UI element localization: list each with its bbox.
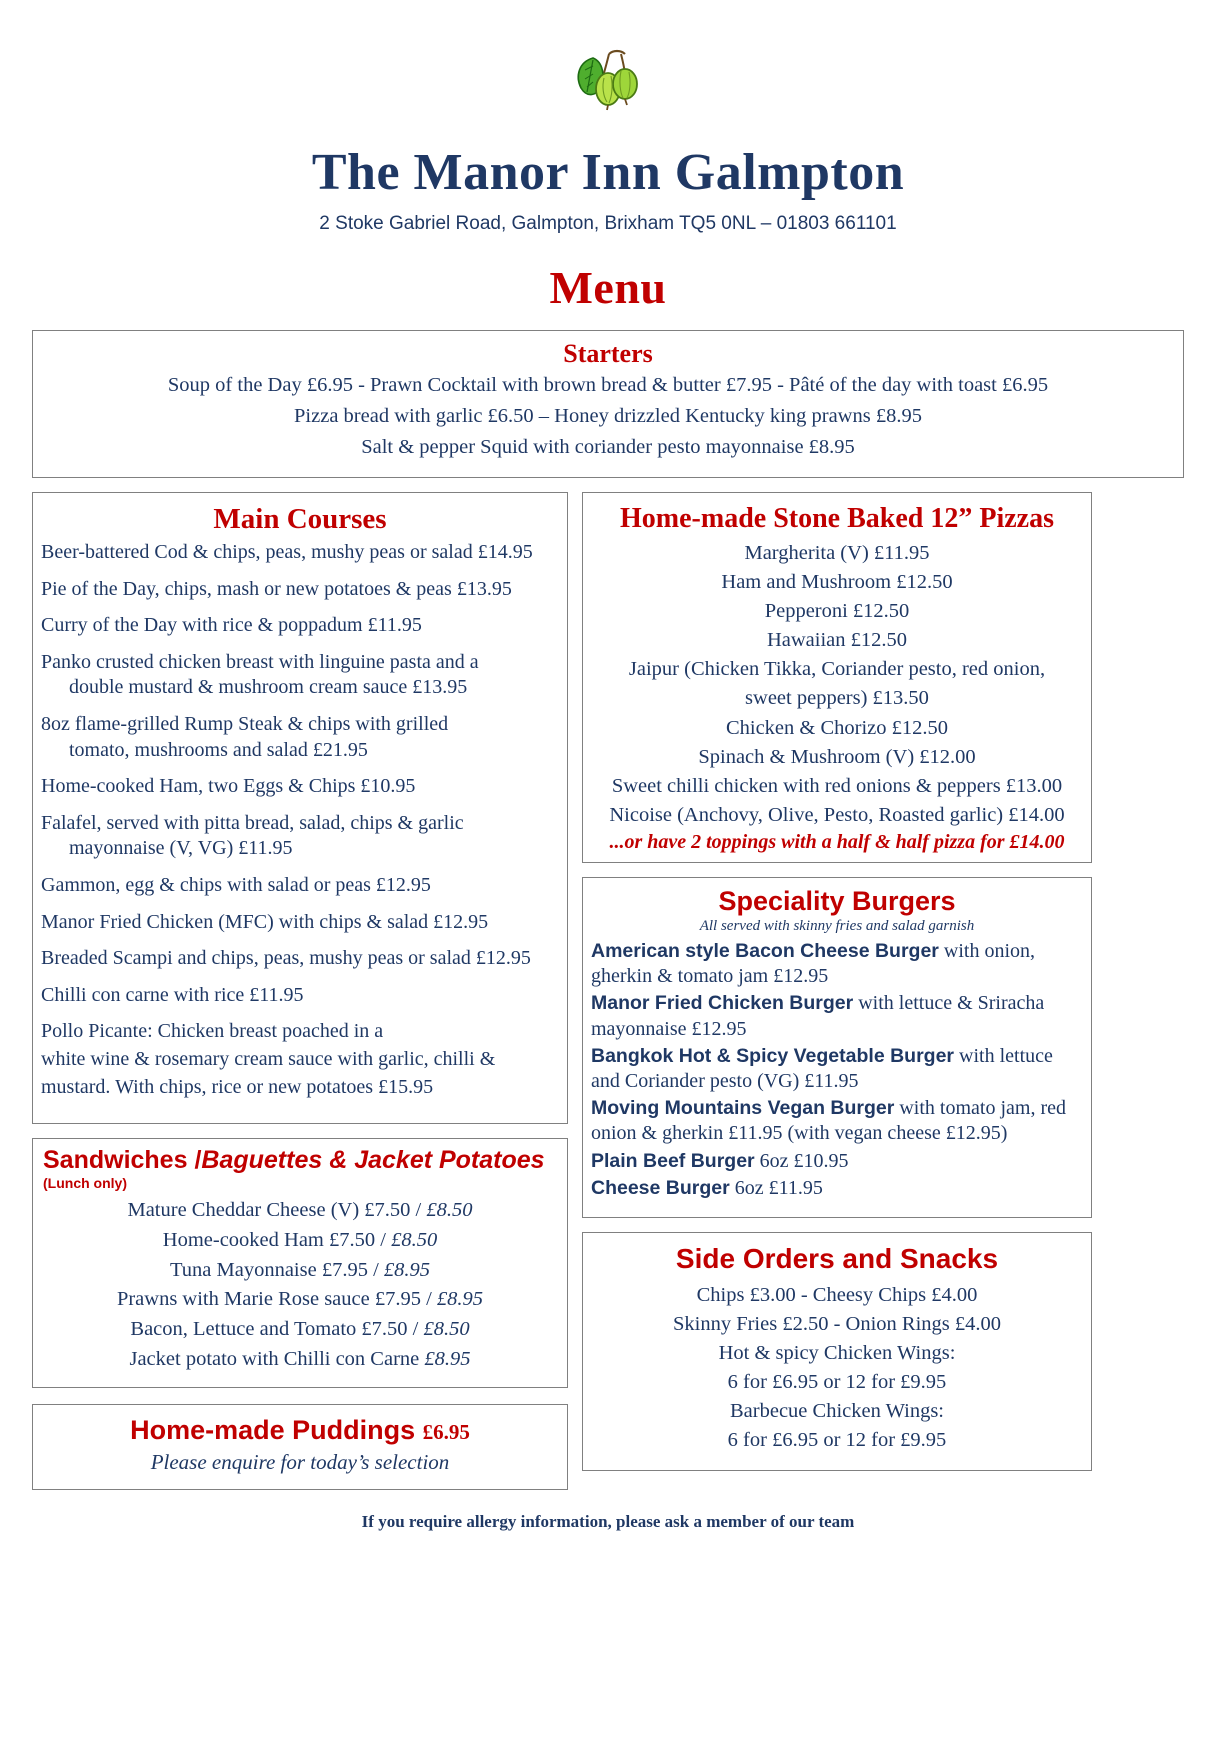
menu-header: [0, 0, 1216, 314]
menu-item: Beer-battered Cod & chips, peas, mushy peas or salad £14.95: [41, 541, 533, 564]
menu-item: Manor Fried Chicken (MFC) with chips & salad £12.95: [41, 910, 489, 933]
side-item: Skinny Fries £2.50 - Onion Rings £4.00: [672, 1313, 1002, 1335]
burgers-heading: Speciality Burgers: [718, 886, 956, 917]
sandwich-price-2: £8.50: [426, 1199, 473, 1222]
puddings-price: £6.95: [422, 1419, 470, 1444]
starters-line: Soup of the Day £6.95 - Prawn Cocktail with brown bread & butter £7.95 - Pâté of the day with toast £6.95: [167, 374, 1049, 397]
pizzas-section: [582, 492, 1092, 863]
burger-item: [591, 1176, 1083, 1201]
sandwich-price-2: £8.50: [423, 1318, 470, 1341]
burger-name: Bangkok Hot & Spicy Vegetable Burger: [591, 1044, 955, 1067]
menu-item-line: Panko crusted chicken breast with linguine pasta and a: [41, 650, 479, 673]
pizza-half-and-half-note: ...or have 2 toppings with a half & half pizza for £14.00: [609, 831, 1065, 854]
side-item: Hot & spicy Chicken Wings:: [718, 1342, 956, 1365]
menu-columns: [32, 492, 1184, 1490]
menu-item: Pie of the Day, chips, mash or new potatoes & peas £13.95: [41, 577, 512, 600]
sandwich-item: Bacon, Lettuce and Tomato £7.50 / £8.50: [130, 1318, 470, 1341]
menu-item: Breaded Scampi and chips, peas, mushy peas or salad £12.95: [41, 947, 531, 970]
burger-name: Cheese Burger: [591, 1176, 730, 1199]
starters-heading: Starters: [563, 338, 653, 368]
side-item: Barbecue Chicken Wings:: [730, 1400, 944, 1423]
burgers-subtitle: All served with skinny fries and salad garnish: [699, 918, 975, 935]
sandwiches-heading: [43, 1147, 559, 1192]
sides-heading: Side Orders and Snacks: [675, 1242, 999, 1274]
sandwiches-heading-part2: Baguettes & Jacket Potatoes: [201, 1146, 545, 1175]
sandwich-name: Bacon, Lettuce and Tomato: [130, 1318, 357, 1341]
side-item: Chips £3.00 - Cheesy Chips £4.00: [696, 1283, 978, 1306]
sandwich-name: Prawns with Marie Rose sauce: [116, 1288, 370, 1311]
menu-word: Menu: [549, 261, 667, 313]
left-column: [32, 492, 568, 1490]
menu-item: [41, 811, 559, 862]
menu-item: Curry of the Day with rice & poppadum £11.95: [41, 614, 422, 637]
burgers-section: [582, 877, 1092, 1218]
sandwich-price-2: £8.95: [436, 1288, 484, 1311]
pizza-item: Spinach & Mushroom (V) £12.00: [698, 745, 976, 768]
pizza-item: Hawaiian £12.50: [766, 629, 908, 652]
pizza-item: Jaipur (Chicken Tikka, Coriander pesto, red onion,: [628, 658, 1046, 681]
burger-item: [591, 939, 1083, 989]
burger-name: Plain Beef Burger: [591, 1149, 755, 1172]
burger-item: [591, 1149, 1083, 1174]
burger-desc: with tomato jam, red onion & gherkin £11.95 (with vegan cheese £12.95): [591, 1097, 1066, 1145]
burger-desc: with onion, gherkin & tomato jam £12.95: [591, 940, 1036, 988]
menu-item: [41, 712, 559, 763]
sandwich-price-2: £8.95: [383, 1258, 431, 1281]
allergy-footer-note: If you require allergy information, please ask a member of our team: [361, 1511, 855, 1531]
burger-item: [591, 1044, 1083, 1094]
main-courses-section: [32, 492, 568, 1124]
menu-item-cont: mayonnaise (V, VG) £11.95: [69, 837, 293, 860]
sandwiches-heading-part1: Sandwiches /: [43, 1146, 202, 1175]
sandwich-name: Jacket potato with Chilli con Carne: [129, 1347, 420, 1370]
menu-item: Gammon, egg & chips with salad or peas £12.95: [41, 874, 431, 897]
burger-name: Moving Mountains Vegan Burger: [591, 1097, 895, 1120]
pizza-item: Chicken & Chorizo £12.50: [725, 716, 949, 739]
puddings-heading-text: Home-made Puddings: [130, 1414, 416, 1445]
sandwich-item: Tuna Mayonnaise £7.95 / £8.95: [169, 1258, 431, 1281]
pizzas-heading: Home-made Stone Baked 12” Pizzas: [620, 502, 1054, 534]
side-item: 6 for £6.95 or 12 for £9.95: [727, 1371, 947, 1394]
pizza-item: Ham and Mushroom £12.50: [721, 571, 953, 594]
burger-item: [591, 991, 1083, 1041]
sandwich-price-1: £7.50: [329, 1228, 376, 1251]
sandwich-price-1: £7.50: [364, 1199, 411, 1222]
sides-section: [582, 1232, 1092, 1471]
menu-item-cont: double mustard & mushroom cream sauce £13.95: [69, 676, 468, 699]
menu-item-line: Falafel, served with pitta bread, salad, chips & garlic: [41, 811, 464, 834]
sandwich-name: Tuna Mayonnaise: [169, 1258, 317, 1281]
pizza-item: Margherita (V) £11.95: [744, 541, 930, 564]
burger-name: Manor Fried Chicken Burger: [591, 992, 854, 1015]
sandwiches-section: [32, 1138, 568, 1387]
menu-item: mustard. With chips, rice or new potatoes £15.95: [41, 1075, 434, 1098]
right-column: [582, 492, 1092, 1471]
starters-line: Salt & pepper Squid with coriander pesto mayonnaise £8.95: [361, 435, 855, 458]
side-item: 6 for £6.95 or 12 for £9.95: [727, 1429, 947, 1452]
sandwich-price-1: £7.50: [361, 1318, 408, 1341]
sandwich-name: Home-cooked Ham: [162, 1228, 324, 1251]
burger-desc: with lettuce & Sriracha mayonnaise £12.95: [591, 992, 1045, 1040]
puddings-section: [32, 1404, 568, 1490]
burger-item: [591, 1096, 1083, 1146]
sandwich-name: Mature Cheddar Cheese (V): [127, 1199, 360, 1222]
puddings-heading: [41, 1415, 559, 1446]
sandwich-price-1: £7.95: [374, 1288, 421, 1311]
menu-item: Pollo Picante: Chicken breast poached in a: [41, 1020, 384, 1043]
starters-section: [32, 330, 1184, 478]
menu-item-cont: tomato, mushrooms and salad £21.95: [69, 738, 368, 761]
pub-address: 2 Stoke Gabriel Road, Galmpton, Brixham TQ5 0NL – 01803 661101: [319, 212, 897, 234]
pizza-item: Pepperoni £12.50: [764, 600, 910, 623]
sandwich-item: Mature Cheddar Cheese (V) £7.50 / £8.50: [127, 1199, 473, 1222]
sandwich-item: Home-cooked Ham £7.50 / £8.50: [162, 1228, 438, 1251]
sandwich-price-2: £8.50: [391, 1228, 438, 1251]
menu-item: Chilli con carne with rice £11.95: [41, 983, 304, 1006]
burger-desc: with lettuce and Coriander pesto (VG) £11.95: [591, 1044, 1053, 1092]
sandwich-price-1: £7.95: [321, 1258, 368, 1281]
burger-name: American style Bacon Cheese Burger: [591, 940, 939, 963]
menu-item: Home-cooked Ham, two Eggs & Chips £10.95: [41, 775, 416, 798]
starters-line: Pizza bread with garlic £6.50 – Honey drizzled Kentucky king prawns £8.95: [294, 405, 922, 428]
pizza-item: Sweet chilli chicken with red onions & peppers £13.00: [611, 774, 1063, 797]
main-courses-heading: Main Courses: [213, 502, 387, 535]
puddings-subtitle: Please enquire for today’s selection: [150, 1449, 450, 1474]
burger-desc: 6oz £11.95: [729, 1176, 823, 1199]
sandwich-item: [41, 1345, 559, 1375]
burger-desc: 6oz £10.95: [754, 1149, 849, 1172]
sandwich-price-1: £8.95: [424, 1347, 471, 1370]
pizza-item-cont: sweet peppers) £13.50: [745, 687, 929, 710]
sandwiches-heading-note: (Lunch only): [43, 1174, 127, 1191]
sandwich-item: Prawns with Marie Rose sauce £7.95 / £8.95: [116, 1288, 484, 1311]
menu-item-line: 8oz flame-grilled Rump Steak & chips with grilled: [41, 713, 449, 736]
pizza-item: Nicoise (Anchovy, Olive, Pesto, Roasted garlic) £14.00: [609, 803, 1065, 826]
menu-item: [41, 650, 559, 701]
menu-item: white wine & rosemary cream sauce with garlic, chilli &: [41, 1047, 496, 1070]
page-title: The Manor Inn Galmpton: [311, 144, 905, 201]
gooseberry-branch-icon: [563, 48, 653, 116]
